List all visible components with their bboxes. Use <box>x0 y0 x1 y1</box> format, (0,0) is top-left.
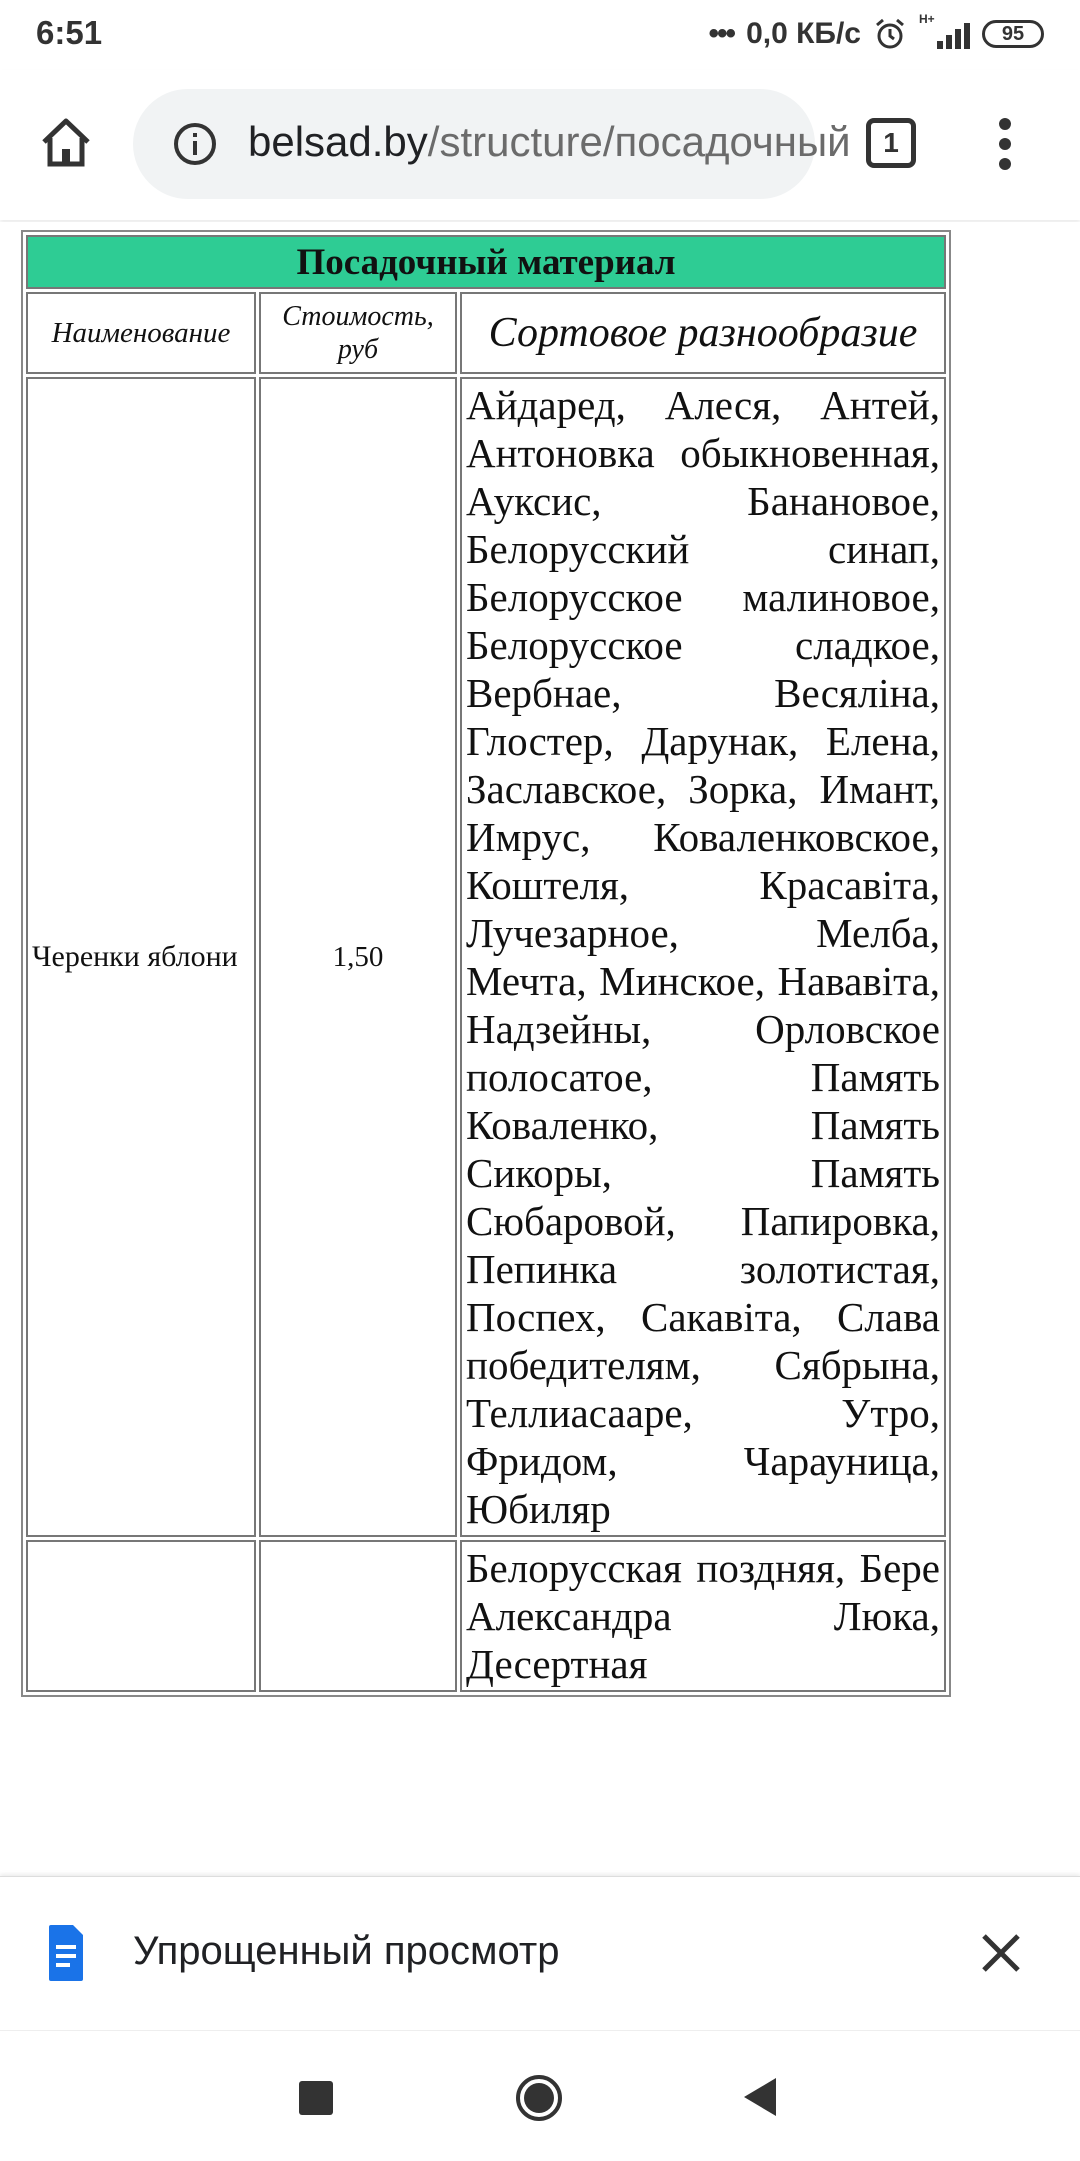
table-title: Посадочный материал <box>26 235 946 289</box>
close-icon[interactable] <box>980 1932 1022 1974</box>
cell-cost <box>259 1540 457 1692</box>
simplified-view-label[interactable]: Упрощенный просмотр <box>133 1929 560 1973</box>
document-icon <box>47 1923 85 1983</box>
planting-material-table <box>21 230 951 1697</box>
signal-icon <box>919 12 970 49</box>
more-menu-icon[interactable] <box>985 114 1025 174</box>
network-speed: 0,0 КБ/с <box>746 17 861 50</box>
status-bar <box>0 0 1080 70</box>
alarm-icon <box>873 17 907 51</box>
battery-icon: 95 <box>982 20 1044 48</box>
column-header-name: Наименование <box>26 292 256 374</box>
url-host: belsad.by <box>248 118 428 165</box>
column-header-cost: Стоимость, руб <box>259 292 457 374</box>
notification-dots-icon: ••• <box>708 17 735 50</box>
browser-toolbar <box>0 70 1080 220</box>
cell-varieties: Айдаред, Алеся, Антей, Антоновка обыкновенная, Ауксис, Банановое, Белорусский синап, Белорусское малиновое, Белорусское сладкое, Вербнае, Весяліна, Глостер, Дарунак, Елена, Заславское, Зорка, Имант, Имрус, Коваленковское, Коштеля, Красавіта, Лучезарное, Мелба, Мечта, Минское, Нававіта, Надзейны, Орловское полосатое, Память Коваленко, Память Сикоры, Память Сюбаровой, Папировка, Пепинка золотистая, Поспех, Сакавіта, Слава победителям, Сябрына, Теллиасааре, Утро, Фридом, Чарауница, Юбиляр <box>460 377 946 1537</box>
info-icon[interactable] <box>173 122 217 166</box>
column-header-varieties: Сортовое разнообразие <box>460 292 946 374</box>
cell-name <box>26 1540 256 1692</box>
page-content <box>0 222 1080 1878</box>
recent-apps-icon[interactable] <box>299 2081 333 2115</box>
cell-cost: 1,50 <box>259 377 457 1537</box>
nav-home-icon[interactable] <box>514 2073 564 2123</box>
cell-name: Черенки яблони <box>26 377 256 1537</box>
table-row <box>26 377 946 1537</box>
tab-switcher-button[interactable]: 1 <box>866 118 916 168</box>
simplified-view-banner[interactable] <box>0 1876 1080 2031</box>
back-icon[interactable] <box>740 2075 780 2119</box>
url-bar[interactable] <box>133 89 851 199</box>
status-time: 6:51 <box>36 14 103 51</box>
table-row <box>26 1540 946 1692</box>
cell-varieties: Белорусская поздняя, Бере Александра Люка, Десертная <box>460 1540 946 1692</box>
navigation-bar <box>0 2030 1080 2161</box>
network-type: H+ <box>919 12 935 26</box>
url-text[interactable] <box>248 118 851 166</box>
url-path: /structure/посадочный <box>427 118 851 165</box>
status-icons <box>709 12 1044 56</box>
home-icon[interactable] <box>36 112 96 172</box>
